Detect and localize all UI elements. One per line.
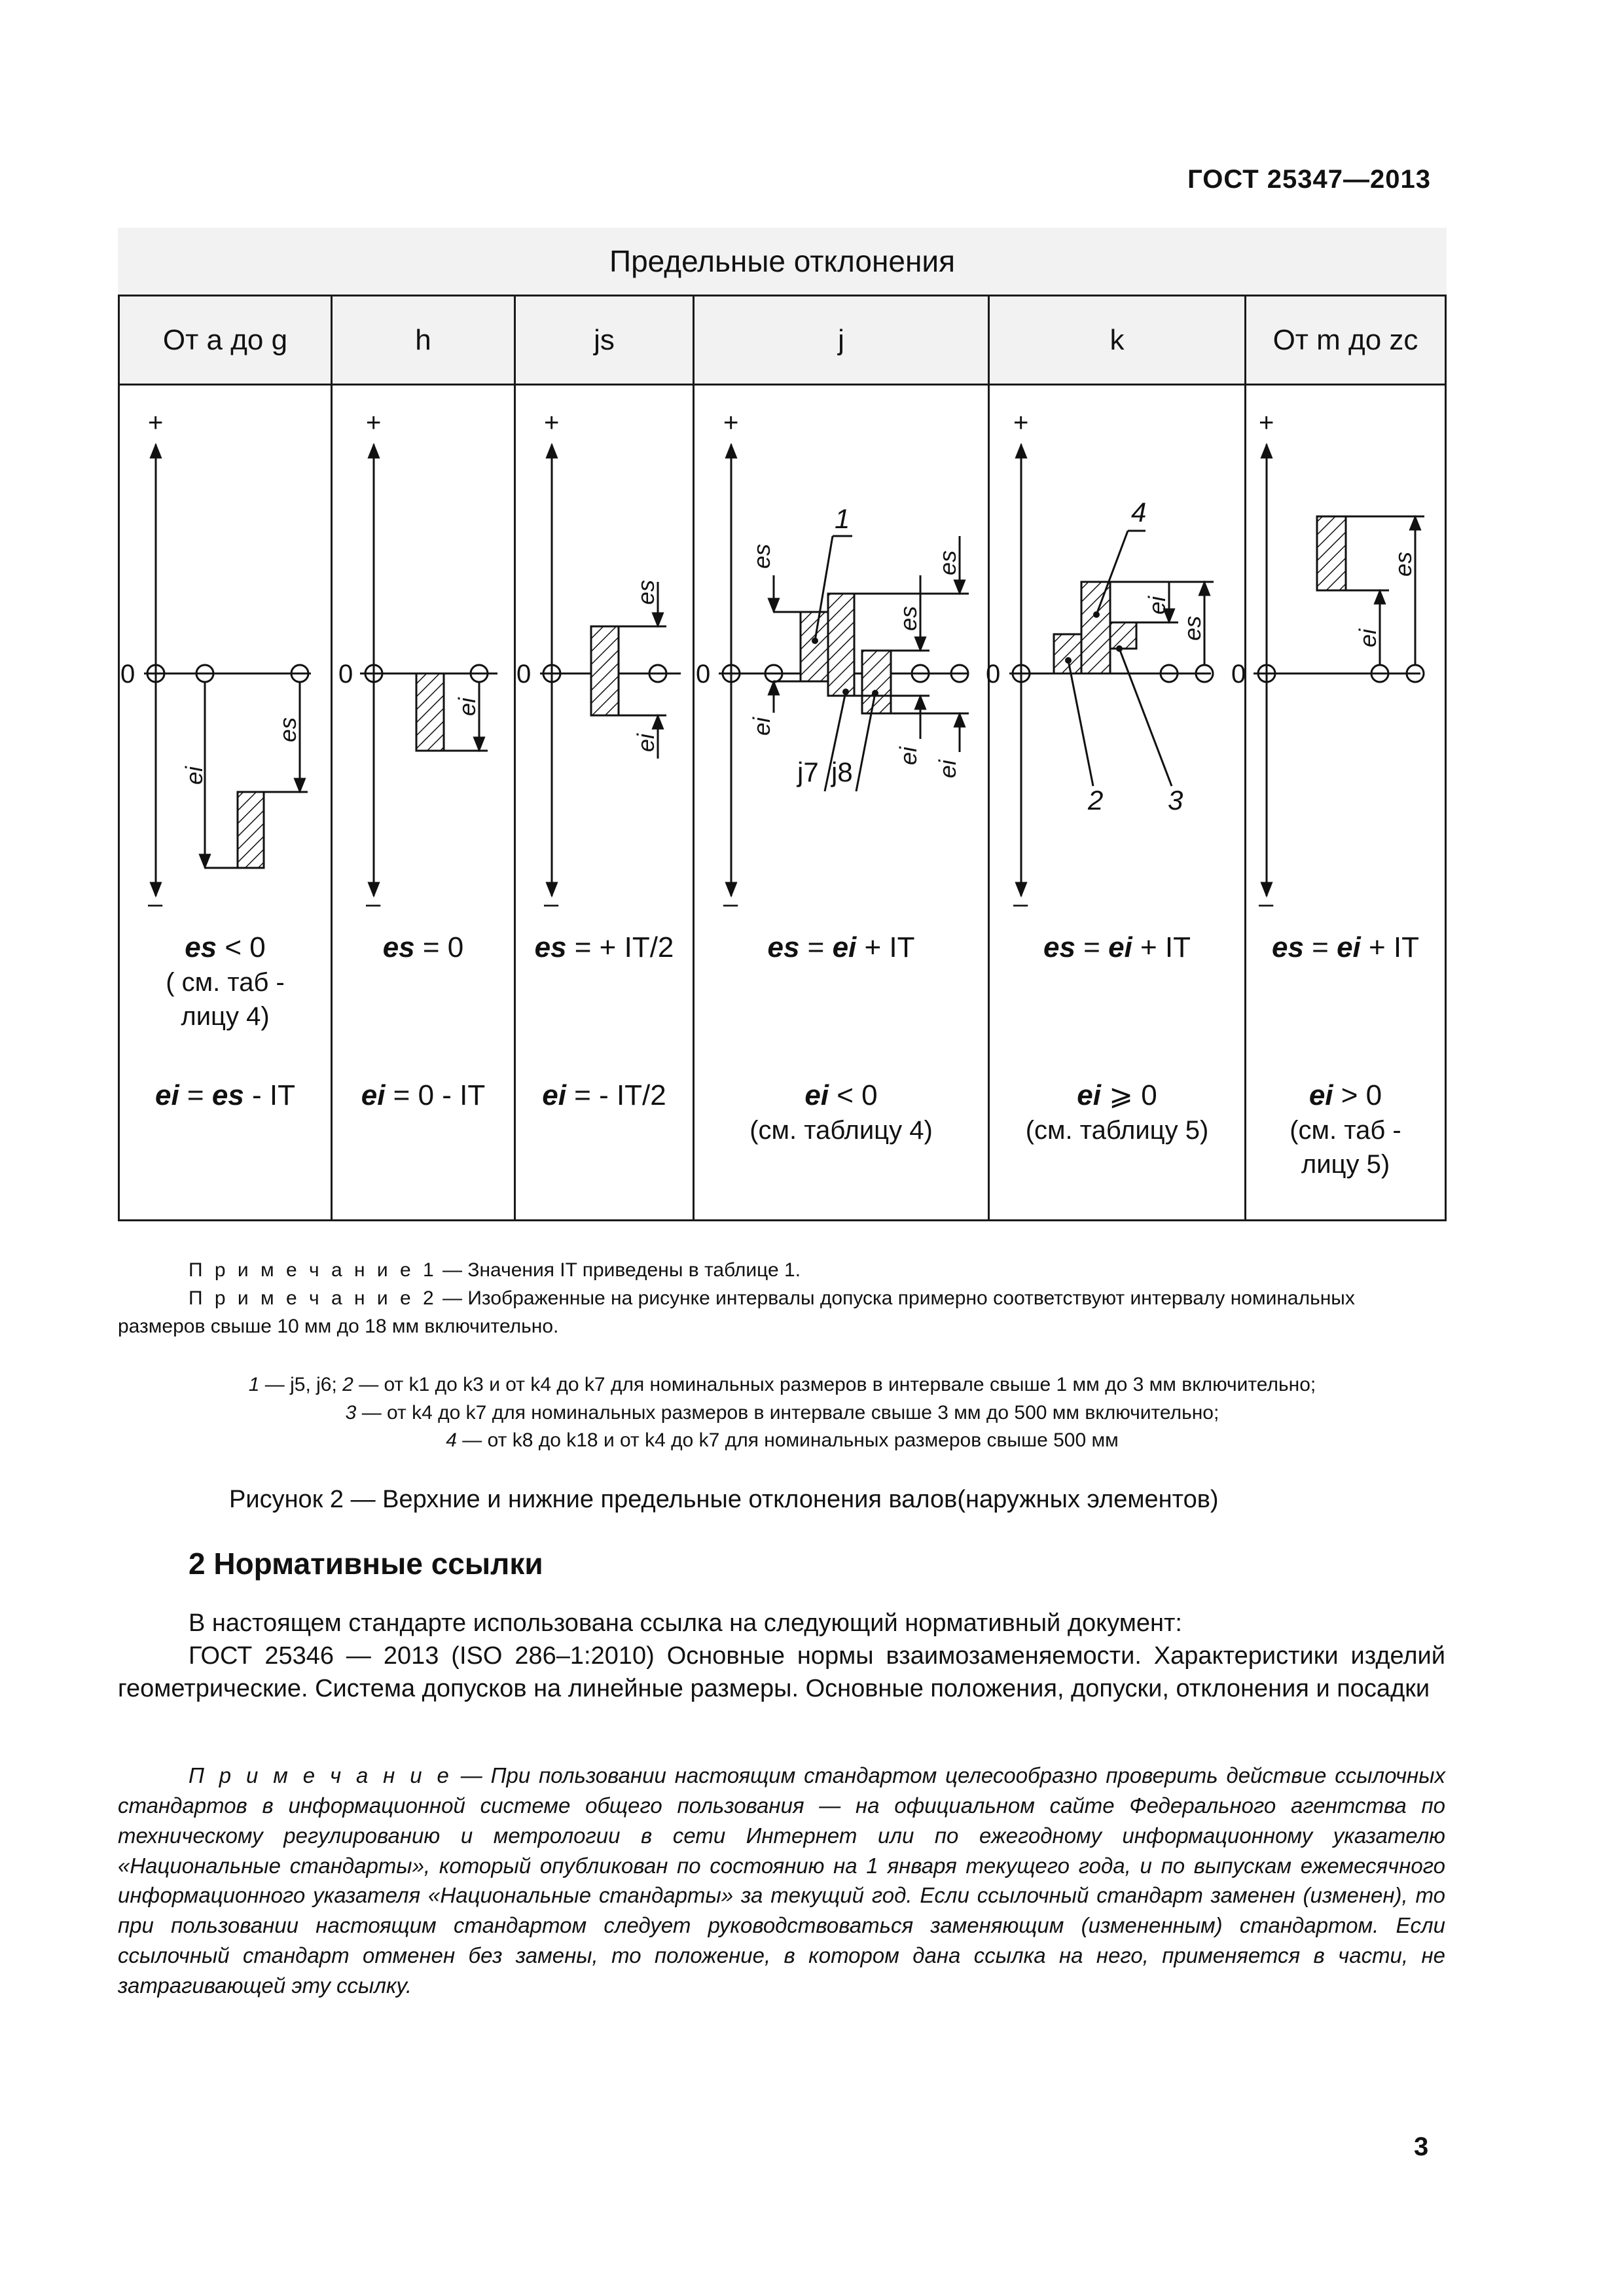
formula-es-m-zc: es = ei + IT (1271, 931, 1420, 963)
page-number: 3 (1414, 2132, 1429, 2161)
svg-text:+: + (544, 408, 560, 437)
figure-note-2-continued: размеров свыше 10 мм до 18 мм включительно. (118, 1316, 559, 1337)
formula-es-a-g: es < 0 ( см. таб - лицу 4) (166, 931, 285, 1031)
callout-1: 1 (835, 503, 850, 534)
svg-text:ei: ei (895, 746, 922, 765)
svg-text:es: es (1390, 551, 1416, 577)
column-head-a-g: От a до g (120, 296, 331, 384)
figure-caption: Рисунок 2 — Верхние и нижние предельные отклонения валов(наружных элементов) (229, 1486, 1219, 1513)
svg-text:es: es (632, 579, 659, 605)
section-note: П р и м е ч а н и е — При пользовании настоящим стандартом целесообразно проверить действие ссылочных стандартов в информационной системе общего пользования — на официальном сайте Федерального агентства по техническому регулированию и метрологии в сети Интернет или по ежегодному информационному указателю «Национальные стандарты», который опубликован по состоянию на 1 января текущего года, и по выпускам ежемесячного информационного указателя «Национальные стандарты» за текущий год. Если ссылочный стандарт заменен (изменен), то при пользовании настоящим стандартом следует руководствоваться заменяющим (измененным) стандартом. Если ссылочный стандарт отменен без замены, то положение, в котором дана ссылка на него, применяется в части, не затрагивающей эту ссылку. (118, 1763, 1445, 1998)
formula-ei-js: ei = - IT/2 (542, 1079, 666, 1111)
j7-label: j7 (797, 757, 819, 787)
minus-label: – (148, 889, 163, 918)
tolerance-diagrams (118, 386, 1447, 922)
plus-label: + (148, 408, 164, 437)
callout-3: 3 (1168, 785, 1183, 816)
column-head-js: js (516, 296, 693, 384)
formula-es-k: es = ei + IT (1043, 931, 1191, 963)
svg-text:0: 0 (516, 660, 532, 689)
svg-text:ei: ei (632, 733, 659, 752)
figure-note-1: П р и м е ч а н и е 1 — Значения IT приведены в таблице 1. (189, 1259, 801, 1281)
formula-ei-j: ei < 0 (см. таблицу 4) (749, 1079, 933, 1145)
svg-text:0: 0 (986, 660, 1001, 689)
callout-4: 4 (1131, 497, 1147, 528)
ei-label: ei (181, 766, 208, 785)
svg-text:–: – (723, 889, 738, 918)
section-intro: В настоящем стандарте использована ссылка на следующий нормативный документ: (189, 1609, 1182, 1637)
figure-note-2: П р и м е ч а н и е 2 — Изображенные на рисунке интервалы допуска примерно соответствуют интервалу номинальных (189, 1287, 1355, 1309)
svg-text:+: + (723, 408, 739, 437)
svg-text:+: + (1013, 408, 1029, 437)
svg-text:–: – (1259, 889, 1274, 918)
svg-text:ei: ei (748, 717, 775, 736)
svg-text:0: 0 (1231, 660, 1246, 689)
svg-text:+: + (366, 408, 382, 437)
svg-text:ei: ei (934, 759, 961, 778)
svg-text:+: + (1259, 408, 1274, 437)
svg-text:es: es (748, 543, 775, 569)
column-head-h: h (333, 296, 514, 384)
svg-text:–: – (366, 889, 381, 918)
svg-text:0: 0 (696, 660, 711, 689)
figure-title: Предельные отклонения (118, 228, 1447, 296)
svg-text:ei: ei (454, 697, 480, 716)
zero-label: 0 (120, 660, 135, 689)
column-head-k: k (990, 296, 1244, 384)
svg-text:es: es (934, 550, 961, 575)
svg-text:es: es (895, 605, 922, 631)
column-head-j: j (695, 296, 988, 384)
formula-ei-a-g: ei = es - IT (154, 1079, 295, 1111)
formula-ei-k: ei ⩾ 0 (см. таблицу 5) (1025, 1079, 1209, 1145)
normative-reference: ГОСТ 25346 — 2013 (ISO 286–1:2010) Основные нормы взаимозаменяемости. Характеристики изделий геометрические. Система допусков на линейные размеры. Основные положения, допуски, отклонения и посадки (118, 1642, 1445, 1703)
svg-text:ei: ei (1144, 596, 1170, 615)
section-title: 2 Нормативные ссылки (189, 1547, 543, 1581)
column-head-m-zc: От m до zc (1246, 296, 1445, 384)
svg-text:es: es (1179, 615, 1206, 641)
formula-es-j: es = ei + IT (767, 931, 915, 963)
svg-text:–: – (544, 889, 559, 918)
formula-ei-m-zc: ei > 0 (см. таб - лицу 5) (1290, 1079, 1401, 1179)
es-label: es (274, 717, 301, 742)
svg-text:ei: ei (1354, 628, 1381, 647)
document-header: ГОСТ 25347—2013 (1187, 165, 1431, 194)
j8-label: j8 (831, 757, 853, 787)
svg-text:0: 0 (338, 660, 353, 689)
svg-text:–: – (1013, 889, 1028, 918)
formula-es-js: es = + IT/2 (534, 931, 674, 963)
formula-es-h: es = 0 (382, 931, 464, 963)
formula-ei-h: ei = 0 - IT (361, 1079, 486, 1111)
callout-2: 2 (1088, 785, 1104, 816)
figure-legend: 1 — j5, j6; 2 — от k1 до k3 и от k4 до k7 для номинальных размеров в интервале свыше 1 мм до 3 мм включительно; 3 — от k4 до k7 для номинальных размеров в интервале свыше 3 мм до 500 мм включительно; 4 — от k8 до k18 и от k4 до k7 для номинальных размеров свыше 500 мм (248, 1374, 1316, 1452)
